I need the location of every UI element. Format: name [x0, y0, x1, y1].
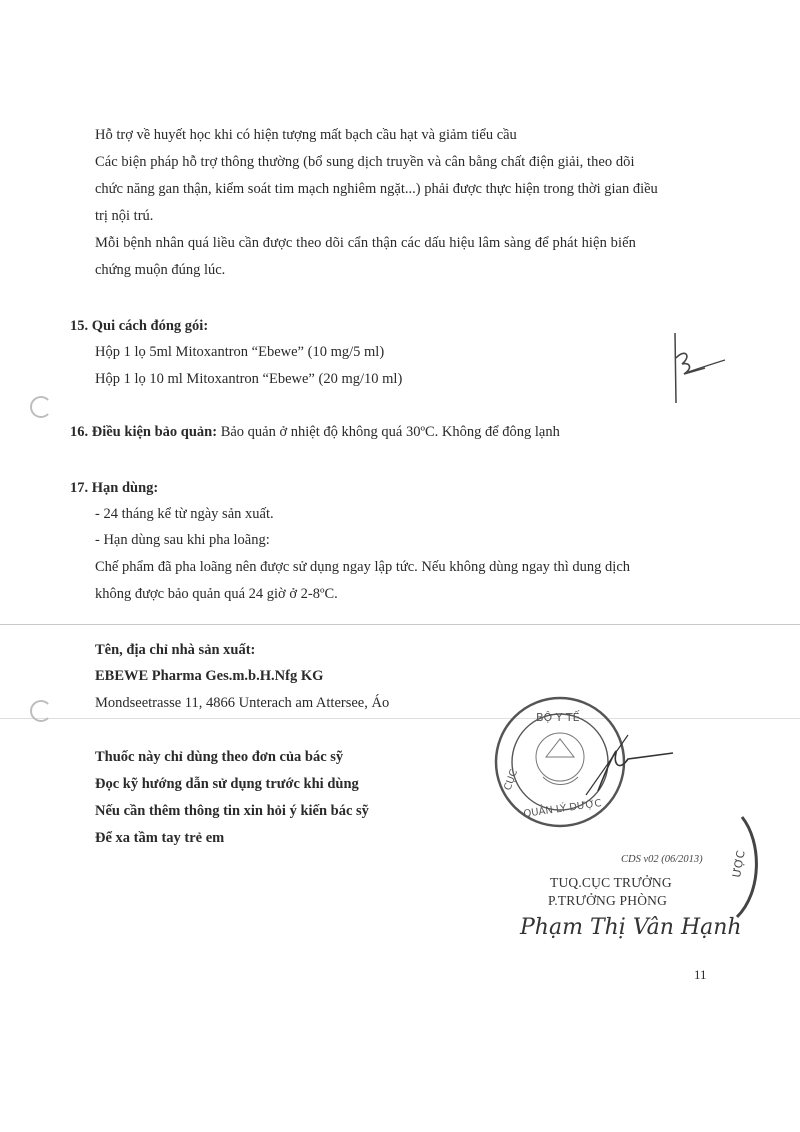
warning-line: Thuốc này chỉ dùng theo đơn của bác sỹ — [95, 749, 344, 765]
section-16-text: Bảo quản ở nhiệt độ không quá 30ºC. Không để đông lạnh — [217, 424, 560, 440]
official-stamp — [488, 695, 678, 835]
section-17-line: Chế phẩm đã pha loãng nên được sử dụng ngay lập tức. Nếu không dùng ngay thì dung dịch — [95, 559, 631, 575]
form-code: CDS v02 (06/2013) — [621, 854, 703, 865]
svg-text:ƯỢC: ƯỢC — [730, 849, 748, 879]
section-17-line: - Hạn dùng sau khi pha loãng: — [95, 532, 270, 548]
edge-stamp — [722, 812, 772, 922]
scan-rule-top — [0, 624, 800, 625]
scan-rule-middle — [0, 718, 800, 719]
section-16-heading: 16. Điều kiện bảo quản: — [70, 424, 218, 440]
section-16 — [70, 424, 560, 441]
body-line: Các biện pháp hỗ trợ thông thường (bổ sung dịch truyền và cân bằng chất điện giải, theo dõi — [95, 154, 635, 170]
body-line: chức năng gan thận, kiểm soát tim mạch nghiêm ngặt...) phải được thực hiện trong thời gian điều — [95, 181, 658, 197]
page-number: 11 — [694, 967, 707, 982]
manufacturer-heading: Tên, địa chỉ nhà sản xuất: — [95, 642, 256, 658]
warning-line: Đọc kỹ hướng dẫn sử dụng trước khi dùng — [95, 776, 359, 792]
initials-mark — [660, 328, 730, 408]
section-17-heading: 17. Hạn dùng: — [70, 480, 159, 496]
signer-title-2: P.TRƯỞNG PHÒNG — [548, 893, 668, 908]
body-line: Hỗ trợ về huyết học khi có hiện tượng mất bạch cầu hạt và giảm tiểu cầu — [95, 127, 517, 143]
warning-line: Để xa tầm tay trẻ em — [95, 830, 225, 846]
stamp-top-text: BỘ Y TẾ — [536, 711, 580, 724]
body-line: Mỗi bệnh nhân quá liều cần được theo dõi cẩn thận các dấu hiệu lâm sàng để phát hiện biến — [95, 235, 637, 251]
body-line: trị nội trú. — [95, 208, 154, 224]
binder-hole-1 — [30, 396, 52, 418]
section-15-heading: 15. Qui cách đóng gói: — [70, 318, 209, 334]
binder-hole-2 — [30, 700, 52, 722]
manufacturer-name: EBEWE Pharma Ges.m.b.H.Nfg KG — [95, 668, 324, 684]
manufacturer-address: Mondseetrasse 11, 4866 Unterach am Attersee, Áo — [95, 695, 390, 711]
stamp-bottom-text: QUẢN LÝ DƯỢC — [522, 798, 603, 820]
section-15-line: Hộp 1 lọ 10 ml Mitoxantron “Ebewe” (20 mg/10 ml) — [95, 371, 403, 387]
section-15-line: Hộp 1 lọ 5ml Mitoxantron “Ebewe” (10 mg/5 ml) — [95, 344, 385, 360]
signer-title-1: TUQ.CỤC TRƯỞNG — [550, 875, 672, 890]
section-17-line: - 24 tháng kể từ ngày sản xuất. — [95, 506, 274, 522]
signer-name: Phạm Thị Vân Hạnh — [520, 915, 742, 940]
body-line: chứng muộn đúng lúc. — [95, 262, 226, 278]
stamp-left-text: CỤC — [502, 768, 521, 793]
section-17-line: không được bảo quản quá 24 giờ ở 2-8ºC. — [95, 586, 338, 602]
warning-line: Nếu cần thêm thông tin xin hỏi ý kiến bác sỹ — [95, 803, 369, 819]
